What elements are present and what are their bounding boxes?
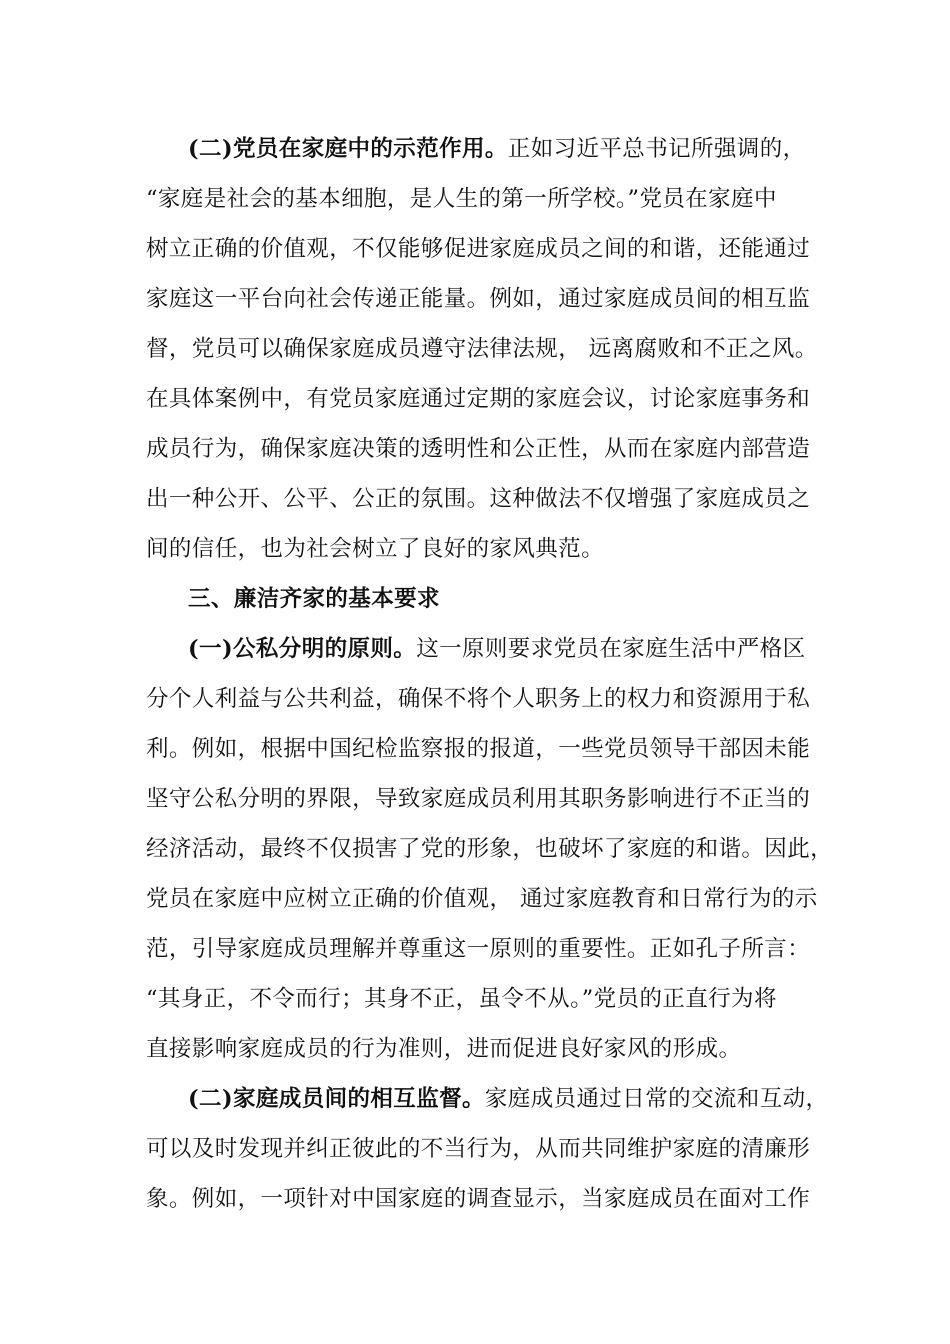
paragraph-line: 成员行为，确保家庭决策的透明性和公正性，从而在家庭内部营造 [146,436,811,462]
paragraph-line: 经济活动，最终不仅损害了党的形象，也破坏了家庭的和谐。因此， [146,836,834,862]
chapter-heading: 三、廉洁齐家的基本要求 [188,586,440,612]
paragraph-line: 出一种公开、公平、公正的氛围。这种做法不仅增强了家庭成员之 [146,486,811,512]
paragraph-line: 党员在家庭中应树立正确的价值观， 通过家庭教育和日常行为的示 [146,886,818,912]
paragraph-line: 在具体案例中，有党员家庭通过定期的家庭会议，讨论家庭事务和 [146,386,811,412]
paragraph-line: 树立正确的价值观，不仅能够促进家庭成员之间的和谐，还能通过 [146,236,811,262]
paragraph-line: 家庭这一平台向社会传递正能量。例如，通过家庭成员间的相互监 [146,286,811,312]
section-heading: (二)家庭成员间的相互监督。 [188,1086,485,1112]
paragraph-line [188,629,806,669]
paragraph-line [188,1079,829,1119]
body-text: 这一原则要求党员在家庭生活中严格区 [416,636,806,662]
section-heading: (二)党员在家庭中的示范作用。 [188,136,508,162]
paragraph-line: 间的信任，也为社会树立了良好的家风典范。 [146,536,605,562]
paragraph-line: 利。例如，根据中国纪检监察报的报道，一些党员领导干部因未能 [146,736,811,762]
paragraph-line: “其身正，不令而行；其身不正，虽令不从。”党员的正直行为将 [146,986,777,1012]
paragraph-line: 象。例如，一项针对中国家庭的调查显示，当家庭成员在面对工作 [146,1186,811,1212]
body-text: 家庭成员通过日常的交流和互动， [484,1086,829,1112]
body-text: 正如习近平总书记所强调的， [507,136,806,162]
paragraph-line [188,129,806,169]
paragraph-line: 坚守公私分明的界限，导致家庭成员利用其职务影响进行不正当的 [146,786,811,812]
section-heading: (一)公私分明的原则。 [188,636,417,662]
paragraph-line: 分个人利益与公共利益，确保不将个人职务上的权力和资源用于私 [146,686,811,712]
paragraph-line: 可以及时发现并纠正彼此的不当行为，从而共同维护家庭的清廉形 [146,1136,811,1162]
paragraph-line: 督，党员可以确保家庭成员遵守法律法规， 远离腐败和不正之风。 [146,336,818,362]
paragraph-line: 范，引导家庭成员理解并尊重这一原则的重要性。正如孔子所言： [146,936,811,962]
paragraph-line: 直接影响家庭成员的行为准则，进而促进良好家风的形成。 [146,1036,742,1062]
paragraph-line: “家庭是社会的基本细胞，是人生的第一所学校。”党员在家庭中 [146,186,777,212]
